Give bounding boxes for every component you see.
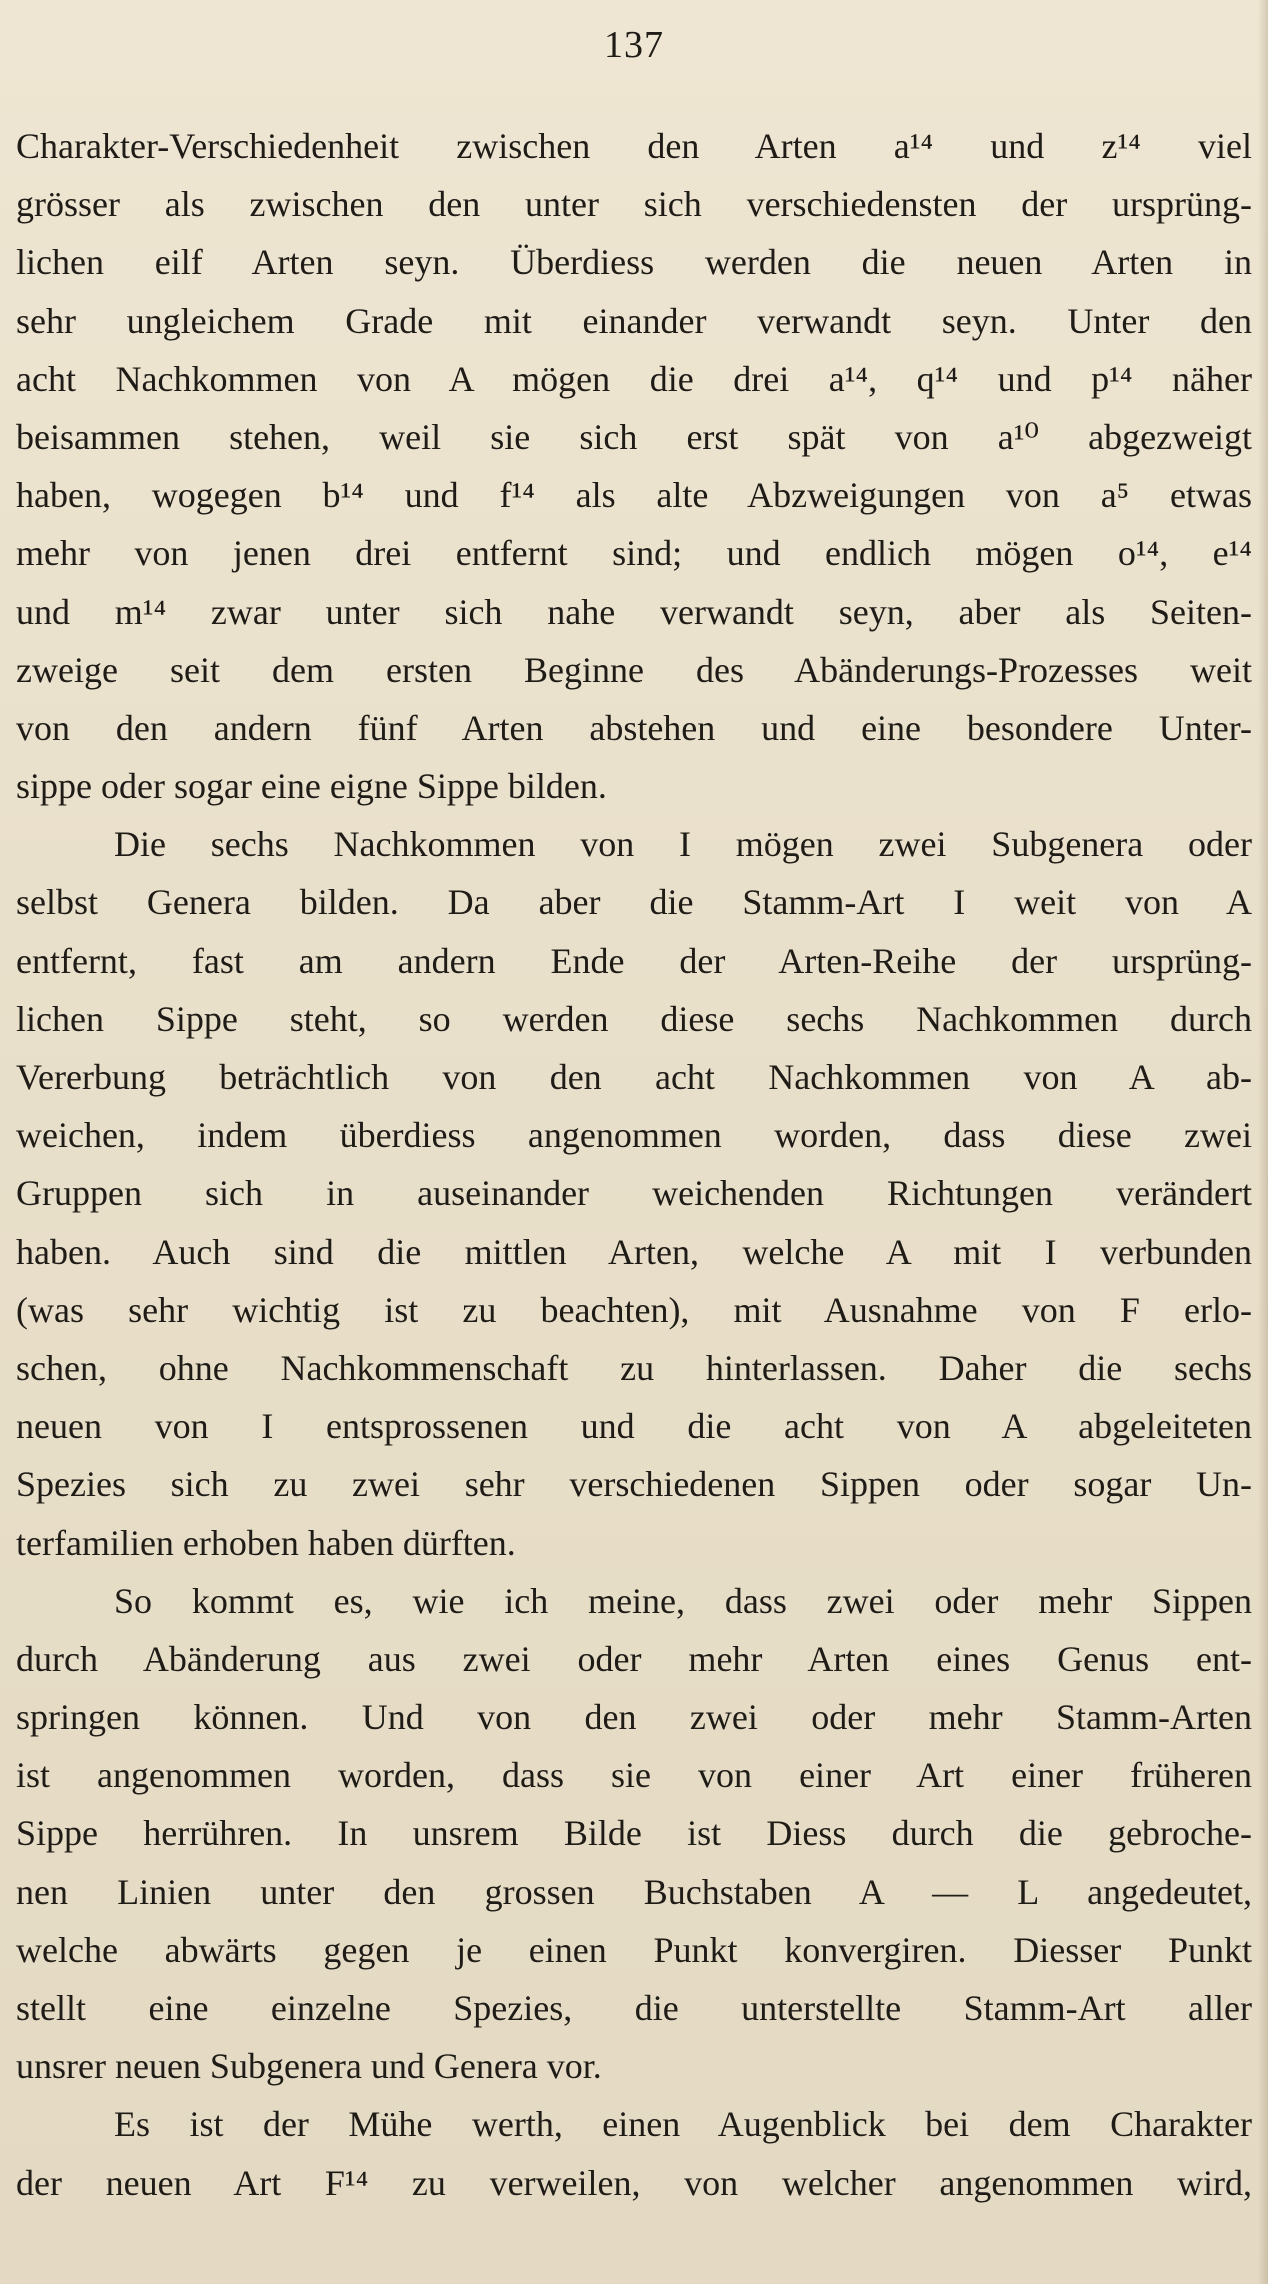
text-line: unsrer neuen Subgenera und Genera vor. — [16, 2046, 602, 2087]
text-line: stellt eine einzelne Spezies, die unterstellte Stamm-Art aller — [16, 1988, 1252, 2028]
text-line: Sippe herrühren. In unsrem Bilde ist Diess durch die gebroche- — [16, 1813, 1252, 1854]
text-line: grösser als zwischen den unter sich verschiedensten der ursprüng- — [16, 184, 1252, 225]
text-line: Charakter-Verschiedenheit zwischen den Arten a¹⁴ und z¹⁴ viel — [16, 126, 1252, 166]
text-line: neuen von I entsprossenen und die acht von A abgeleiteten — [16, 1406, 1252, 1447]
text-line: durch Abänderung aus zwei oder mehr Arten eines Genus ent- — [16, 1638, 1252, 1679]
text-line: sehr ungleichem Grade mit einander verwandt seyn. Unter den — [16, 300, 1252, 341]
text-line: haben. Auch sind die mittlen Arten, welche A mit I verbunden — [16, 1231, 1252, 1272]
text-line: und m¹⁴ zwar unter sich nahe verwandt seyn, aber als Seiten- — [16, 591, 1252, 632]
text-line: von den andern fünf Arten abstehen und eine besondere Unter- — [16, 707, 1252, 748]
text-line: beisammen stehen, weil sie sich erst spät von a¹⁰ abgezweigt — [16, 416, 1252, 457]
text-line: springen können. Und von den zwei oder mehr Stamm-Arten — [16, 1697, 1252, 1738]
text-line: (was sehr wichtig ist zu beachten), mit Ausnahme von F erlo- — [16, 1289, 1252, 1330]
text-line: schen, ohne Nachkommenschaft zu hinterlassen. Daher die sechs — [16, 1347, 1252, 1388]
text-line: nen Linien unter den grossen Buchstaben A — L angedeutet, — [16, 1871, 1252, 1912]
text-line: welche abwärts gegen je einen Punkt konvergiren. Diesser Punkt — [16, 1929, 1252, 1970]
text-line: mehr von jenen drei entfernt sind; und endlich mögen o¹⁴, e¹⁴ — [16, 533, 1252, 574]
text-line: So kommt es, wie ich meine, dass zwei oder mehr Sippen — [114, 1580, 1252, 1621]
text-line: lichen eilf Arten seyn. Überdiess werden die neuen Arten in — [16, 242, 1252, 283]
text-line: sippe oder sogar eine eigne Sippe bilden. — [16, 766, 607, 807]
text-line: ist angenommen worden, dass sie von einer Art einer früheren — [16, 1755, 1252, 1796]
text-line: haben, wogegen b¹⁴ und f¹⁴ als alte Abzweigungen von a⁵ etwas — [16, 475, 1252, 516]
text-line: acht Nachkommen von A mögen die drei a¹⁴, q¹⁴ und p¹⁴ näher — [16, 358, 1252, 399]
page-edge-shadow — [1258, 0, 1268, 2284]
text-line: Es ist der Mühe werth, einen Augenblick bei dem Charakter — [114, 2104, 1252, 2145]
text-line: terfamilien erhoben haben dürften. — [16, 1522, 516, 1563]
text-line: Spezies sich zu zwei sehr verschiedenen Sippen oder sogar Un- — [16, 1464, 1252, 1505]
text-line: der neuen Art F¹⁴ zu verweilen, von welcher angenommen wird, — [16, 2162, 1252, 2203]
text-line: entfernt, fast am andern Ende der Arten-Reihe der ursprüng- — [16, 940, 1252, 981]
text-line: Vererbung beträchtlich von den acht Nachkommen von A ab- — [16, 1057, 1252, 1097]
text-line: Die sechs Nachkommen von I mögen zwei Subgenera oder — [114, 824, 1252, 865]
text-line: zweige seit dem ersten Beginne des Abänderungs-Prozesses weit — [16, 649, 1252, 690]
text-line: selbst Genera bilden. Da aber die Stamm-Art I weit von A — [16, 882, 1252, 923]
text-line: weichen, indem überdiess angenommen worden, dass diese zwei — [16, 1115, 1252, 1156]
body-text — [16, 117, 1252, 2212]
text-line: lichen Sippe steht, so werden diese sechs Nachkommen durch — [16, 998, 1252, 1039]
page-number: 137 — [604, 24, 664, 66]
text-line: Gruppen sich in auseinander weichenden Richtungen verändert — [16, 1173, 1252, 1214]
